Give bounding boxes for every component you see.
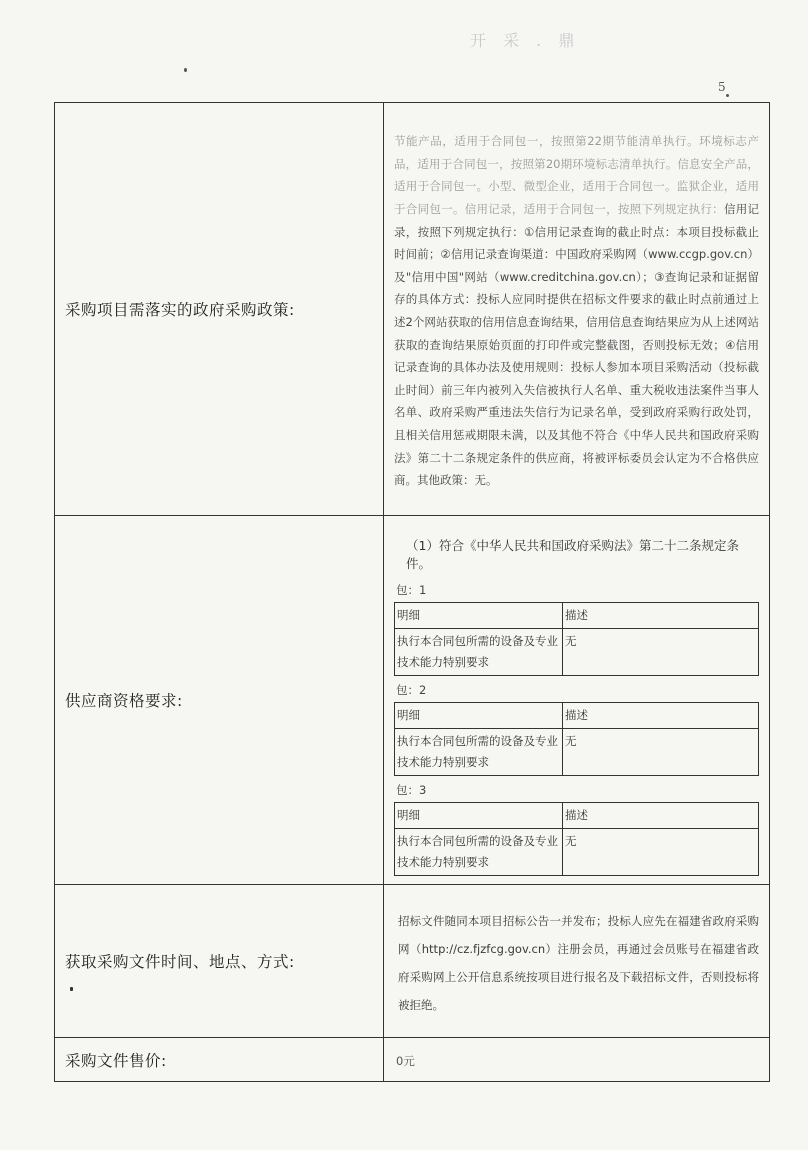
package-item: 执行本合同包所需的设备及专业技术能力特别要求 bbox=[395, 829, 563, 876]
policy-row bbox=[55, 103, 770, 516]
package-label: 包：2 bbox=[396, 683, 427, 697]
acquire-label: 获取采购文件时间、地点、方式: bbox=[55, 885, 384, 1038]
package-header-row bbox=[395, 703, 759, 729]
package-header-desc: 描述 bbox=[563, 803, 759, 829]
package-item: 执行本合同包所需的设备及专业技术能力特别要求 bbox=[395, 729, 563, 776]
package-item-row bbox=[395, 729, 759, 776]
acquire-content bbox=[384, 885, 770, 1038]
package-table bbox=[394, 602, 759, 676]
package-table bbox=[394, 702, 759, 776]
package-item: 执行本合同包所需的设备及专业技术能力特别要求 bbox=[395, 629, 563, 676]
acquire-text: 招标文件随同本项目招标公告一并发布；投标人应先在福建省政府采购网（http://cz.fjzfcg.gov.cn）注册会员，再通过会员账号在福建省政府采购网上公开信息系统按项目进行报名及下载招标文件，否则投标将被拒绝。 bbox=[398, 914, 759, 1012]
price-row bbox=[55, 1038, 770, 1082]
scan-speck bbox=[726, 94, 729, 97]
policy-content bbox=[384, 103, 770, 516]
package-item-row bbox=[395, 829, 759, 876]
supplier-label: 供应商资格要求: bbox=[55, 516, 384, 885]
policy-text-faded: 节能产品，适用于合同包一，按照第22期节能清单执行。环境标志产品，适用于合同包一，按照第20期环境标志清单执行。信息安全产品，适用于合同包一。小型、微型企业，适用于合同包一。监狱企业，适用于合同包一。信用记录，适用于合同包一，按照下列规定执行： bbox=[394, 134, 759, 217]
policy-text-main: 信用记录，按照下列规定执行：①信用记录查询的截止时点：本项目投标截止时间前；②信用记录查询渠道：中国政府采购网（www.ccgp.gov.cn）及"信用中国"网站（www.creditchina.gov.cn）；③查询记录和证据留存的具体方式：投标人应同时提供在招标文件要求的截止时点前通过上述2个网站获取的信用信息查询结果，信用信息查询结果应为从上述网站获取的查询结果原始页面的打印件或完整截图，否则投标无效；④信用记录查询的具体办法及使用规则：投标人参加本项目采购活动（投标截止时间）前三年内被列入失信被执行人名单、重大税收违法案件当事人名单、政府采购严重违法失信行为记录名单，受到政府采购行政处罚，且相关信用惩戒期限未满，以及其他不符合《中华人民共和国政府采购法》第二十二条规定条件的供应商，将被评标委员会认定为不合格供应商。其他政策：无。 bbox=[394, 202, 760, 488]
package-label: 包：1 bbox=[396, 583, 427, 597]
acquire-row bbox=[55, 885, 770, 1038]
package-header-desc: 描述 bbox=[563, 603, 759, 629]
price-label: 采购文件售价: bbox=[55, 1038, 384, 1082]
package-item-row bbox=[395, 629, 759, 676]
price-content bbox=[384, 1038, 770, 1082]
package-header-detail: 明细 bbox=[395, 603, 563, 629]
package-table bbox=[394, 802, 759, 876]
supplier-row bbox=[55, 516, 770, 885]
supplier-content bbox=[384, 516, 770, 885]
faint-stamp-text: 开 采 . 鼎 bbox=[470, 31, 581, 50]
package-header-desc: 描述 bbox=[563, 703, 759, 729]
package-value: 无 bbox=[563, 729, 759, 776]
package-label: 包：3 bbox=[396, 783, 427, 797]
page-number: 5 bbox=[718, 80, 726, 94]
scan-speck bbox=[70, 987, 73, 991]
price-value: 0元 bbox=[396, 1054, 415, 1068]
package-header-detail: 明细 bbox=[395, 803, 563, 829]
policy-text bbox=[394, 130, 759, 492]
package-header-row bbox=[395, 803, 759, 829]
scan-speck bbox=[184, 68, 187, 72]
package-header-row bbox=[395, 603, 759, 629]
policy-label: 采购项目需落实的政府采购政策: bbox=[55, 103, 384, 516]
package-header-detail: 明细 bbox=[395, 703, 563, 729]
scan-margin-top bbox=[0, 0, 808, 100]
procurement-info-table bbox=[54, 102, 770, 1082]
package-value: 无 bbox=[563, 829, 759, 876]
package-value: 无 bbox=[563, 629, 759, 676]
supplier-intro: （1）符合《中华人民共和国政府采购法》第二十二条规定条件。 bbox=[406, 538, 739, 571]
